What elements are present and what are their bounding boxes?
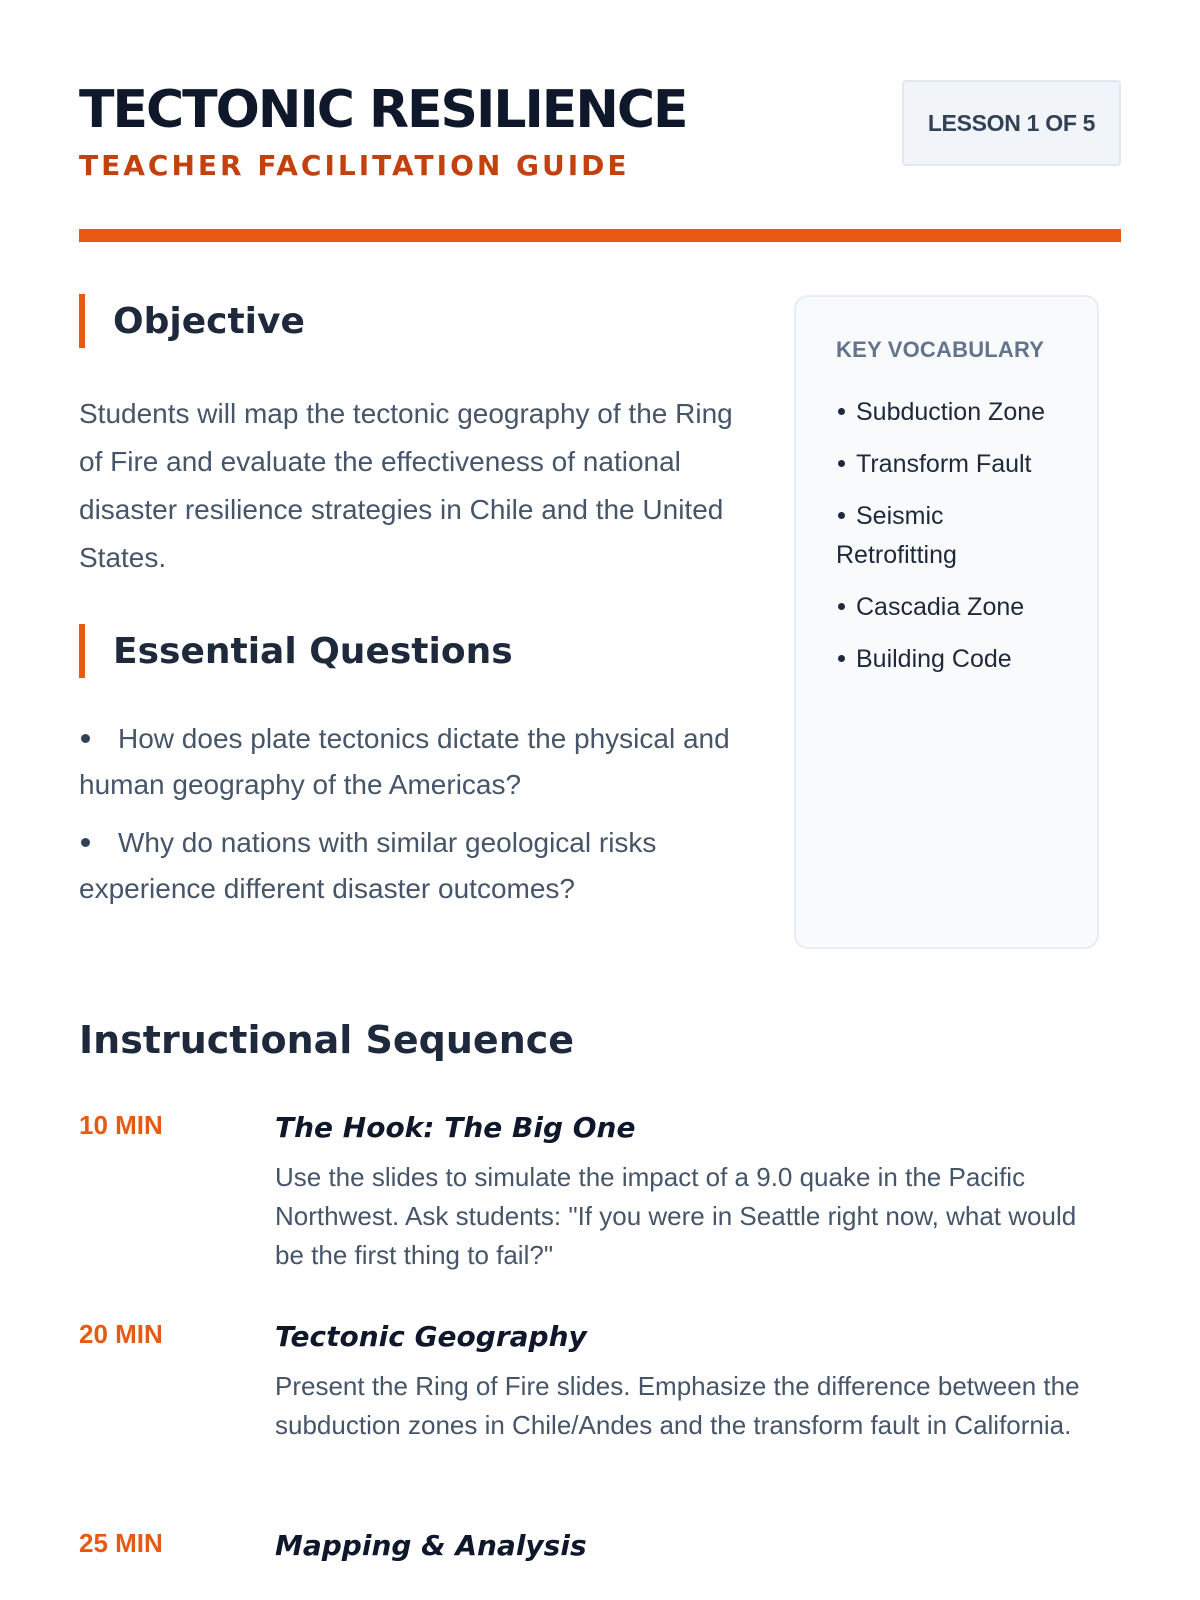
step-duration: 25 MIN	[79, 1528, 163, 1558]
section-accent-bar	[79, 624, 85, 678]
step-title: Mapping & Analysis	[275, 1529, 587, 1562]
question-text: How does plate tectonics dictate the physical and human geography of the Americas?	[79, 723, 730, 800]
objective-heading: Objective	[113, 300, 305, 342]
sequence-step	[79, 1526, 1121, 1600]
vocabulary-term: Building Code	[856, 645, 1012, 673]
bullet-icon	[838, 460, 845, 467]
step-body	[275, 1526, 1095, 1576]
vocabulary-item	[836, 640, 1057, 679]
step-duration: 20 MIN	[79, 1319, 163, 1349]
question-text: Why do nations with similar geological risks experience different disaster outcomes?	[79, 827, 657, 904]
vocabulary-item	[836, 588, 1057, 627]
vocabulary-term: Transform Fault	[856, 450, 1032, 478]
sequence-step	[79, 1108, 1121, 1317]
document-title: TECTONIC RESILIENCE	[79, 80, 687, 140]
objective-heading-row	[79, 294, 739, 348]
vocabulary-item	[836, 393, 1057, 432]
step-duration: 10 MIN	[79, 1110, 163, 1140]
vocabulary-list	[836, 393, 1057, 679]
bullet-icon	[838, 512, 845, 519]
list-item	[79, 716, 739, 808]
bullet-icon	[838, 603, 845, 610]
bullet-icon	[81, 838, 90, 847]
bullet-icon	[838, 655, 845, 662]
guide-header	[79, 0, 1121, 230]
key-vocabulary-card	[794, 295, 1099, 949]
step-body	[275, 1108, 1095, 1275]
vocabulary-term: Cascadia Zone	[856, 593, 1025, 621]
step-title: The Hook: The Big One	[275, 1111, 636, 1144]
bullet-icon	[81, 734, 90, 743]
sequence-step	[79, 1317, 1121, 1526]
instructional-sequence-list	[79, 1108, 1121, 1600]
document-subtitle: TEACHER FACILITATION GUIDE	[79, 149, 630, 182]
essential-questions-heading-row	[79, 624, 739, 678]
vocabulary-term: Subduction Zone	[856, 398, 1046, 426]
step-description: Present the Ring of Fire slides. Emphasize the difference between the subduction zones in Chile/Andes and the transform fault in California.	[275, 1371, 1080, 1440]
objective-text: Students will map the tectonic geography of the Ring of Fire and evaluate the effectiveness of national disaster resilience strategies in Chile and the United States.	[79, 398, 733, 573]
essential-questions-list	[79, 716, 739, 912]
main-column	[79, 294, 739, 924]
step-description: Use the slides to simulate the impact of a 9.0 quake in the Pacific Northwest. Ask students: "If you were in Seattle right now, what would be the first thing to fail?"	[275, 1162, 1077, 1270]
vocabulary-item	[836, 497, 1057, 575]
lesson-badge: LESSON 1 OF 5	[902, 80, 1121, 166]
bullet-icon	[838, 408, 845, 415]
essential-questions-heading: Essential Questions	[113, 630, 513, 672]
step-title: Tectonic Geography	[275, 1320, 587, 1353]
instructional-sequence-heading: Instructional Sequence	[79, 1018, 575, 1062]
vocabulary-item	[836, 445, 1057, 484]
step-body	[275, 1317, 1095, 1445]
key-vocabulary-heading: KEY VOCABULARY	[836, 337, 1045, 362]
vocabulary-term: Seismic Retrofitting	[836, 502, 957, 569]
header-divider	[79, 229, 1121, 242]
list-item	[79, 820, 739, 912]
section-accent-bar	[79, 294, 85, 348]
